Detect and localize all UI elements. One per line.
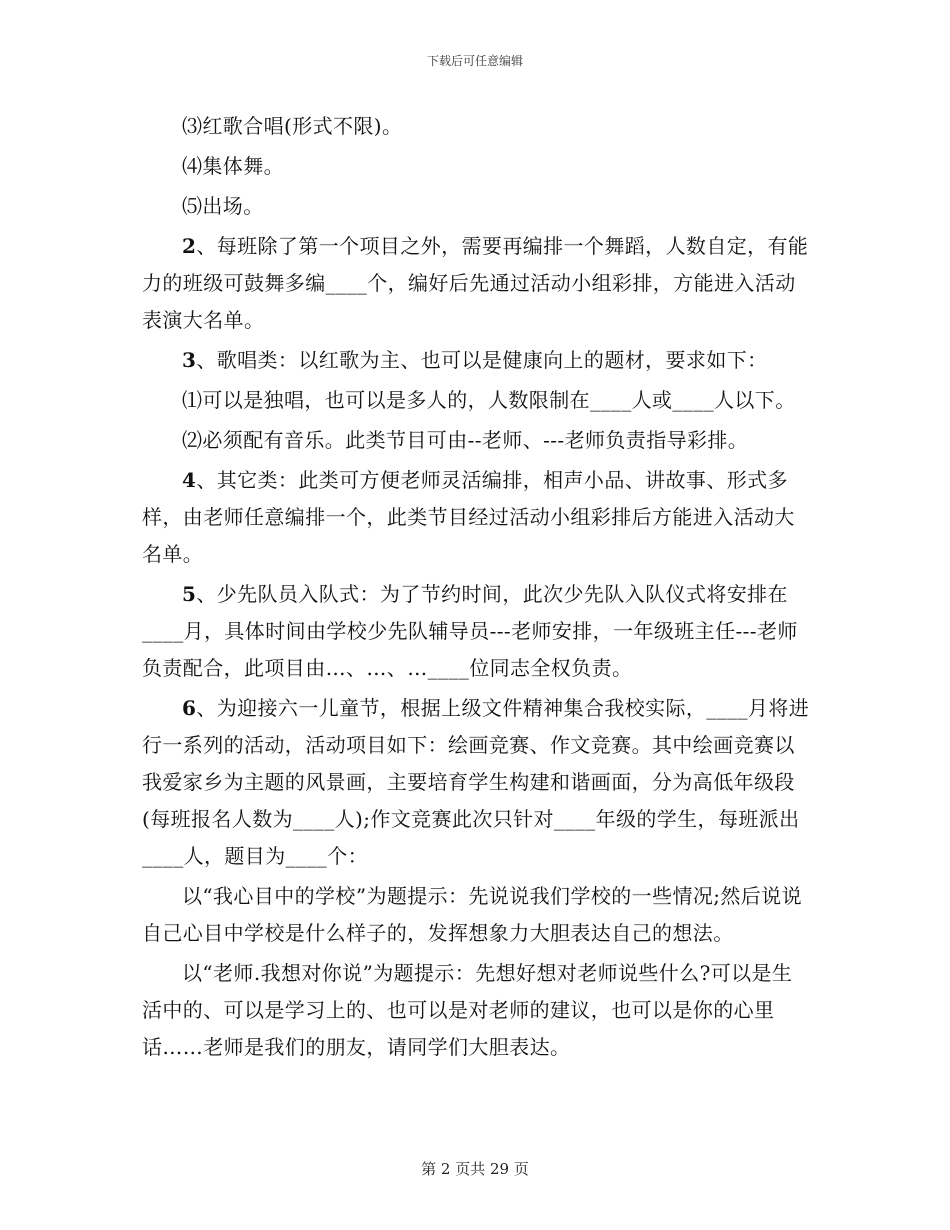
paragraph-text: ⑶红歌合唱(形式不限)。	[182, 114, 403, 138]
paragraph-text: ⑷集体舞。	[182, 154, 284, 178]
paragraph-text: 、其它类：此类可方便老师灵活编排，相声小品、讲故事、形式多样，由老师任意编排一个，此类节目经过活动小组彩排后方能进入活动大名单。	[142, 468, 795, 566]
paragraph-text: ⑴可以是独唱，也可以是多人的，人数限制在____人或____人以下。	[182, 388, 796, 412]
paragraph-item-4	[142, 148, 810, 185]
page-header: 下载后可任意编辑	[426, 54, 523, 68]
paragraph-text: 、少先队员入队式：为了节约时间，此次少先队入队仪式将安排在____月，具体时间由学校少先队辅导员---老师安排，一年级班主任---老师负责配合，此项目由…、…、…____位同志全权负责。	[142, 582, 798, 680]
paragraph-text: 以“我心目中的学校”为题提示：先说说我们学校的一些情况;然后说说自己心目中学校是什么样子的，发挥想象力大胆表达自己的想法。	[142, 884, 802, 945]
section-number: 2	[182, 234, 197, 258]
paragraph-section-3	[142, 342, 810, 379]
paragraph-text: 以“老师.我想对你说”为题提示：先想好想对老师说些什么?可以是生活中的、可以是学习上的、也可以是对老师的建议，也可以是你的心里话……老师是我们的朋友，请同学们大胆表达。	[142, 961, 793, 1059]
paragraph-essay-topic-1	[142, 878, 810, 952]
paragraph-section-2	[142, 228, 810, 339]
paragraph-section-5	[142, 576, 810, 687]
paragraph-text: ⑸出场。	[182, 194, 264, 218]
section-number: 5	[182, 582, 197, 606]
section-number: 4	[182, 468, 197, 492]
document-body	[142, 108, 810, 1069]
paragraph-subitem-1	[142, 382, 810, 419]
page-footer: 第 2 页共 29 页	[421, 1160, 529, 1178]
paragraph-section-6	[142, 690, 810, 875]
paragraph-text: 、歌唱类：以红歌为主、也可以是健康向上的题材，要求如下：	[196, 348, 768, 372]
section-number: 3	[182, 348, 197, 372]
section-number: 6	[182, 696, 197, 720]
paragraph-text: 、每班除了第一个项目之外，需要再编排一个舞蹈，人数自定，有能力的班级可鼓舞多编____个，编好后先通过活动小组彩排，方能进入活动表演大名单。	[142, 234, 809, 332]
paragraph-text: ⑵必须配有音乐。此类节目可由--老师、---老师负责指导彩排。	[182, 428, 749, 452]
paragraph-item-3	[142, 108, 810, 145]
paragraph-subitem-2	[142, 422, 810, 459]
paragraph-item-5	[142, 188, 810, 225]
paragraph-text: 、为迎接六一儿童节，根据上级文件精神集合我校实际，____月将进行一系列的活动，活动项目如下：绘画竞赛、作文竞赛。其中绘画竞赛以我爱家乡为主题的风景画，主要培育学生构建和谐画面，分为高低年级段(每班报名人数为____人);作文竞赛此次只针对____年级的学生，每班派出____人，题目为____个：	[142, 696, 810, 868]
paragraph-essay-topic-2	[142, 955, 810, 1066]
paragraph-section-4	[142, 462, 810, 573]
